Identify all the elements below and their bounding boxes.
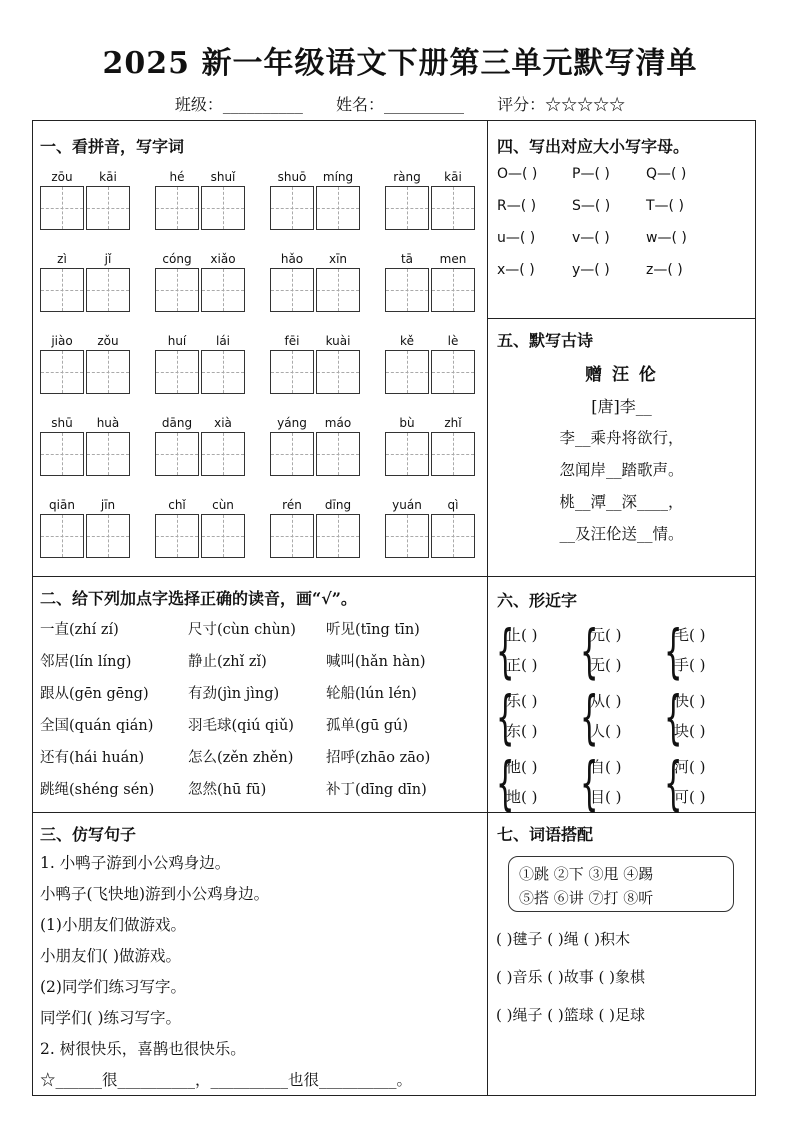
brace-icon: { bbox=[664, 749, 683, 817]
column-divider bbox=[487, 120, 488, 1096]
pinyin-label: dāng bbox=[161, 416, 193, 430]
pinyin-label: dīng bbox=[324, 498, 352, 512]
writing-box[interactable] bbox=[201, 186, 245, 230]
score-field[interactable]: 评分：☆☆☆☆☆ bbox=[497, 95, 626, 114]
pinyin-label: huà bbox=[96, 416, 120, 430]
pinyin-label: jīn bbox=[100, 498, 116, 512]
pinyin-label: huí bbox=[167, 334, 187, 348]
writing-box[interactable] bbox=[86, 268, 130, 312]
writing-box[interactable] bbox=[385, 514, 429, 558]
similar-char-item[interactable]: 块( ) bbox=[674, 722, 706, 740]
section3-title: 三、仿写句子 bbox=[40, 825, 137, 844]
letter-item[interactable]: P—( ) bbox=[572, 166, 610, 182]
writing-box[interactable] bbox=[40, 186, 84, 230]
pinyin-label: kāi bbox=[99, 170, 117, 184]
sentence-line: 2. 树很快乐，喜鹊也很快乐。 bbox=[40, 1040, 246, 1058]
similar-char-item[interactable]: 目( ) bbox=[590, 788, 622, 806]
pinyin-label: yuán bbox=[392, 498, 422, 512]
writing-box[interactable] bbox=[270, 514, 314, 558]
writing-box[interactable] bbox=[155, 268, 199, 312]
writing-box[interactable] bbox=[40, 432, 84, 476]
pinyin-label: rén bbox=[282, 498, 302, 512]
pinyin-label: qì bbox=[447, 498, 459, 512]
section7-title: 七、词语搭配 bbox=[497, 825, 594, 844]
writing-box[interactable] bbox=[270, 432, 314, 476]
brace-icon: { bbox=[664, 617, 683, 685]
similar-char-item[interactable]: 元( ) bbox=[590, 626, 622, 644]
poem-title: 赠 汪 伦 bbox=[585, 365, 658, 385]
collocation-row[interactable]: ( )绳子 ( )篮球 ( )足球 bbox=[496, 1006, 645, 1024]
pinyin-label: jǐ bbox=[104, 252, 112, 266]
writing-box[interactable] bbox=[201, 432, 245, 476]
reading-choice-item[interactable]: 喊叫(hǎn hàn) bbox=[326, 654, 426, 670]
pinyin-label: fēi bbox=[284, 334, 300, 348]
letter-item[interactable]: x—( ) bbox=[497, 262, 535, 278]
page-title: 2025 新一年级语文下册第三单元默写清单 bbox=[102, 46, 698, 81]
name-field[interactable]: 姓名：__________ bbox=[335, 95, 464, 114]
writing-box[interactable] bbox=[155, 186, 199, 230]
similar-char-item[interactable]: 正( ) bbox=[506, 656, 538, 674]
writing-box[interactable] bbox=[385, 350, 429, 394]
reading-choice-item[interactable]: 羽毛球(qiú qiǔ) bbox=[188, 718, 294, 734]
writing-box[interactable] bbox=[40, 514, 84, 558]
similar-char-item[interactable]: 快( ) bbox=[674, 692, 706, 710]
pinyin-label: shuǐ bbox=[210, 170, 236, 184]
writing-box[interactable] bbox=[385, 268, 429, 312]
reading-choice-item[interactable]: 招呼(zhāo zāo) bbox=[326, 750, 431, 766]
pinyin-label: chǐ bbox=[168, 498, 186, 512]
options-row-1: ①跳 ②下 ③甩 ④踢 bbox=[519, 865, 654, 883]
sentence-line: (2)同学们练习写字。 bbox=[40, 978, 186, 996]
writing-box[interactable] bbox=[431, 186, 475, 230]
similar-char-item[interactable]: 东( ) bbox=[506, 722, 538, 740]
writing-box[interactable] bbox=[316, 350, 360, 394]
similar-char-item[interactable]: 可( ) bbox=[674, 788, 706, 806]
letter-item[interactable]: O—( ) bbox=[497, 166, 538, 182]
reading-choice-item[interactable]: 孤单(gū gú) bbox=[326, 718, 409, 734]
pinyin-label: hé bbox=[169, 170, 185, 184]
section4-title: 四、写出对应大小写字母。 bbox=[497, 137, 690, 156]
sentence-line: 1. 小鸭子游到小公鸡身边。 bbox=[40, 854, 231, 872]
brace-icon: { bbox=[580, 683, 599, 751]
sentence-line: ☆______很__________，__________也很__________。 bbox=[40, 1071, 413, 1089]
pinyin-label: shuō bbox=[277, 170, 307, 184]
row-divider-1 bbox=[32, 576, 756, 577]
letter-item[interactable]: y—( ) bbox=[572, 262, 610, 278]
reading-choice-item[interactable]: 尺寸(cùn chùn) bbox=[188, 622, 296, 638]
brace-icon: { bbox=[496, 617, 515, 685]
letter-item[interactable]: T—( ) bbox=[646, 198, 684, 214]
reading-choice-item[interactable]: 邻居(lín líng) bbox=[40, 654, 132, 670]
sentence-line: 小鸭子(飞快地)游到小公鸡身边。 bbox=[40, 885, 270, 903]
poem-line: __及汪伦送__情。 bbox=[559, 525, 684, 543]
poem-author: [唐]李__ bbox=[591, 397, 652, 416]
brace-icon: { bbox=[496, 749, 515, 817]
writing-box[interactable] bbox=[201, 350, 245, 394]
pinyin-label: men bbox=[439, 252, 467, 266]
similar-char-item[interactable]: 从( ) bbox=[590, 692, 622, 710]
sentence-line: (1)小朋友们做游戏。 bbox=[40, 916, 186, 934]
pinyin-label: yáng bbox=[277, 416, 307, 430]
pinyin-label: kě bbox=[400, 334, 414, 348]
reading-choice-item[interactable]: 一直(zhí zí) bbox=[40, 622, 119, 638]
pinyin-label: jiào bbox=[51, 334, 73, 348]
writing-box[interactable] bbox=[270, 350, 314, 394]
writing-box[interactable] bbox=[86, 350, 130, 394]
writing-box[interactable] bbox=[316, 432, 360, 476]
reading-choice-item[interactable]: 全国(quán qián) bbox=[40, 718, 154, 734]
writing-box[interactable] bbox=[270, 186, 314, 230]
writing-box[interactable] bbox=[201, 514, 245, 558]
reading-choice-item[interactable]: 静止(zhǐ zǐ) bbox=[188, 654, 267, 670]
writing-box[interactable] bbox=[86, 514, 130, 558]
writing-box[interactable] bbox=[316, 186, 360, 230]
similar-char-item[interactable]: 无( ) bbox=[590, 656, 622, 674]
writing-box[interactable] bbox=[431, 514, 475, 558]
letter-item[interactable]: v—( ) bbox=[572, 230, 610, 246]
writing-box[interactable] bbox=[86, 432, 130, 476]
letter-item[interactable]: w—( ) bbox=[646, 230, 687, 246]
writing-box[interactable] bbox=[155, 350, 199, 394]
section2-title: 二、给下列加点字选择正确的读音，画“√”。 bbox=[40, 589, 357, 608]
poem-line: 李__乘舟将欲行， bbox=[559, 429, 684, 447]
reading-choice-item[interactable]: 轮船(lún lén) bbox=[326, 686, 417, 702]
letter-item[interactable]: S—( ) bbox=[572, 198, 611, 214]
similar-char-item[interactable]: 毛( ) bbox=[674, 626, 706, 644]
reading-choice-item[interactable]: 怎么(zěn zhěn) bbox=[188, 750, 294, 766]
row-divider-2 bbox=[32, 812, 756, 813]
pinyin-label: xià bbox=[214, 416, 232, 430]
writing-box[interactable] bbox=[431, 350, 475, 394]
poem-line: 桃__潭__深____， bbox=[559, 493, 684, 511]
letter-item[interactable]: u—( ) bbox=[497, 230, 536, 246]
info-line bbox=[0, 92, 800, 115]
sentence-line: 小朋友们( )做游戏。 bbox=[40, 947, 182, 965]
pinyin-label: míng bbox=[322, 170, 354, 184]
reading-choice-item[interactable]: 听见(tīng tīn) bbox=[326, 622, 420, 638]
pinyin-label: cùn bbox=[212, 498, 234, 512]
brace-icon: { bbox=[580, 617, 599, 685]
writing-box[interactable] bbox=[316, 268, 360, 312]
letter-item[interactable]: Q—( ) bbox=[646, 166, 687, 182]
writing-box[interactable] bbox=[385, 186, 429, 230]
brace-icon: { bbox=[496, 683, 515, 751]
brace-icon: { bbox=[664, 683, 683, 751]
pinyin-label: lè bbox=[447, 334, 459, 348]
collocation-row[interactable]: ( )音乐 ( )故事 ( )象棋 bbox=[496, 968, 645, 986]
reading-choice-item[interactable]: 跟从(gēn gēng) bbox=[40, 686, 149, 702]
letter-item[interactable]: R—( ) bbox=[497, 198, 537, 214]
similar-char-item[interactable]: 止( ) bbox=[506, 626, 538, 644]
reading-choice-item[interactable]: 有劲(jìn jìng) bbox=[188, 686, 280, 702]
writing-box[interactable] bbox=[201, 268, 245, 312]
similar-char-item[interactable]: 地( ) bbox=[506, 788, 538, 806]
word-options-box bbox=[508, 856, 734, 912]
reading-choice-item[interactable]: 跳绳(shéng sén) bbox=[40, 782, 155, 798]
pinyin-label: xiǎo bbox=[210, 252, 236, 266]
pinyin-label: bù bbox=[399, 416, 415, 430]
pinyin-label: cóng bbox=[162, 252, 192, 266]
pinyin-label: xīn bbox=[328, 252, 348, 266]
similar-char-item[interactable]: 手( ) bbox=[674, 656, 706, 674]
similar-char-item[interactable]: 河( ) bbox=[674, 758, 706, 776]
section1-title: 一、看拼音，写字词 bbox=[40, 137, 185, 156]
writing-box[interactable] bbox=[40, 350, 84, 394]
writing-box[interactable] bbox=[270, 268, 314, 312]
reading-choice-item[interactable]: 还有(hái huán) bbox=[40, 750, 145, 766]
writing-box[interactable] bbox=[40, 268, 84, 312]
reading-choice-item[interactable]: 补丁(dīng dīn) bbox=[326, 782, 427, 798]
pinyin-label: lái bbox=[215, 334, 231, 348]
writing-box[interactable] bbox=[86, 186, 130, 230]
pinyin-label: kuài bbox=[325, 334, 351, 348]
pinyin-label: zǒu bbox=[97, 334, 119, 348]
collocation-row[interactable]: ( )毽子 ( )绳 ( )积木 bbox=[496, 930, 630, 948]
pinyin-label: qiān bbox=[49, 498, 75, 512]
section6-title: 六、形近字 bbox=[497, 591, 578, 610]
pinyin-label: zhǐ bbox=[444, 416, 462, 430]
poem-line: 忽闻岸__踏歌声。 bbox=[559, 461, 684, 479]
pinyin-label: tā bbox=[400, 252, 414, 266]
letter-item[interactable]: z—( ) bbox=[646, 262, 683, 278]
options-row-2: ⑤搭 ⑥讲 ⑦打 ⑧听 bbox=[519, 889, 654, 907]
writing-box[interactable] bbox=[155, 432, 199, 476]
writing-box[interactable] bbox=[431, 268, 475, 312]
section5-title: 五、默写古诗 bbox=[497, 331, 594, 350]
writing-box[interactable] bbox=[155, 514, 199, 558]
sentence-line: 同学们( )练习写字。 bbox=[40, 1009, 182, 1027]
row-divider-right bbox=[487, 318, 756, 319]
pinyin-label: hǎo bbox=[280, 252, 304, 266]
similar-char-item[interactable]: 乐( ) bbox=[506, 692, 538, 710]
pinyin-label: zì bbox=[57, 252, 67, 266]
similar-char-item[interactable]: 自( ) bbox=[590, 758, 622, 776]
pinyin-label: máo bbox=[324, 416, 352, 430]
pinyin-label: ràng bbox=[393, 170, 421, 184]
writing-box[interactable] bbox=[316, 514, 360, 558]
writing-box[interactable] bbox=[431, 432, 475, 476]
pinyin-label: kāi bbox=[444, 170, 462, 184]
pinyin-label: zōu bbox=[51, 170, 73, 184]
reading-choice-item[interactable]: 忽然(hū fū) bbox=[188, 782, 267, 798]
pinyin-label: shū bbox=[51, 416, 73, 430]
writing-box[interactable] bbox=[385, 432, 429, 476]
similar-char-item[interactable]: 人( ) bbox=[590, 722, 622, 740]
class-field[interactable]: 班级：__________ bbox=[174, 95, 303, 114]
brace-icon: { bbox=[580, 749, 599, 817]
similar-char-item[interactable]: 他( ) bbox=[506, 758, 538, 776]
